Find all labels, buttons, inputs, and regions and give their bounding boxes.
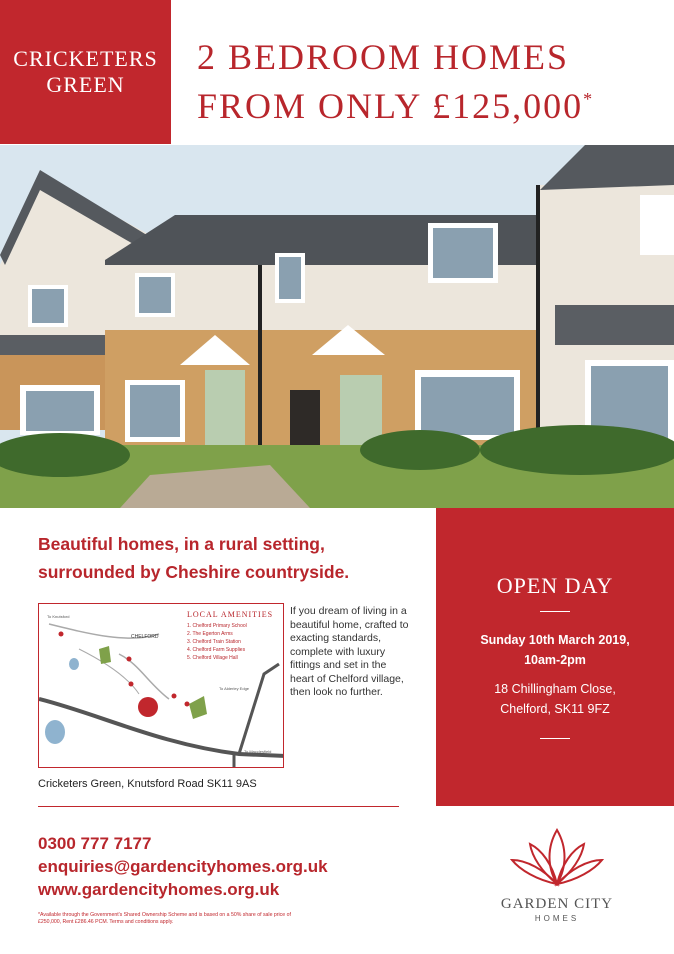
open-day-address-line-2: Chelford, SK11 9FZ bbox=[500, 702, 610, 716]
amenity-item: 2. The Egerton Arms bbox=[187, 631, 233, 637]
open-day-date: Sunday 10th March 2019, bbox=[480, 633, 630, 647]
footnote: *Available through the Government's Shared Ownership Scheme and is based on a 50% share of sale price of £250,000, Rent £286.46 PCM. Terms and conditions apply. bbox=[38, 912, 291, 925]
website-link[interactable]: www.gardencityhomes.org.uk bbox=[38, 880, 280, 899]
amenity-item: 5. Chelford Village Hall bbox=[187, 655, 238, 661]
headline bbox=[197, 36, 594, 127]
headline-line-1: 2 BEDROOM HOMES bbox=[197, 37, 570, 77]
tagline-line-1: Beautiful homes, in a rural setting, bbox=[38, 534, 325, 554]
open-day-address-line-1: 18 Chillingham Close, bbox=[494, 682, 616, 696]
open-day-time: 10am-2pm bbox=[524, 653, 586, 667]
email-link[interactable]: enquiries@gardencityhomes.org.uk bbox=[38, 857, 328, 876]
open-day-panel bbox=[436, 508, 674, 806]
house-illustration bbox=[0, 145, 674, 508]
amenity-item: 1. Chelford Primary School bbox=[187, 623, 247, 629]
headline-line-2: FROM ONLY £125,000* bbox=[197, 86, 595, 126]
map-road-label-macclesfield: To Macclesfield bbox=[244, 749, 272, 754]
tagline-line-2: surrounded by Cheshire countryside. bbox=[38, 562, 350, 582]
amenity-item: 4. Chelford Farm Supplies bbox=[187, 647, 246, 653]
open-day-rule-top bbox=[540, 611, 570, 612]
logo-sub-text: HOMES bbox=[534, 914, 580, 923]
phone-number[interactable]: 0300 777 7177 bbox=[38, 834, 152, 853]
open-day-title: OPEN DAY bbox=[496, 573, 614, 598]
brand-line-2: GREEN bbox=[46, 72, 125, 97]
site-address: Cricketers Green, Knutsford Road SK11 9AS bbox=[38, 778, 257, 790]
open-day-datetime bbox=[436, 630, 674, 670]
logo-main-text: GARDEN CITY bbox=[500, 896, 614, 912]
brand-box bbox=[0, 0, 171, 144]
map-town-label: CHELFORD bbox=[131, 634, 159, 640]
section-divider bbox=[38, 806, 399, 807]
lotus-icon bbox=[492, 822, 622, 894]
amenities-list bbox=[187, 622, 247, 662]
tagline bbox=[38, 530, 418, 586]
open-day-address bbox=[436, 679, 674, 719]
open-day-rule-bottom bbox=[540, 738, 570, 739]
garden-city-logo bbox=[492, 822, 622, 932]
intro-paragraph: If you dream of living in a beautiful home, crafted to exacting standards, complete with luxury fittings and set in the heart of Chelford village, then look no further. bbox=[290, 605, 409, 698]
map-title: LOCAL AMENITIES bbox=[187, 610, 274, 619]
location-map bbox=[38, 603, 284, 768]
asterisk-marker: * bbox=[583, 89, 595, 109]
contact-block bbox=[38, 832, 328, 901]
house-photo bbox=[0, 145, 674, 508]
map-road-label-knutsford: To Knutsford bbox=[47, 614, 70, 619]
brand-line-1: CRICKETERS bbox=[13, 46, 158, 71]
amenity-item: 3. Chelford Train Station bbox=[187, 639, 241, 645]
map-road-label-alderley: To Alderley Edge bbox=[219, 686, 250, 691]
